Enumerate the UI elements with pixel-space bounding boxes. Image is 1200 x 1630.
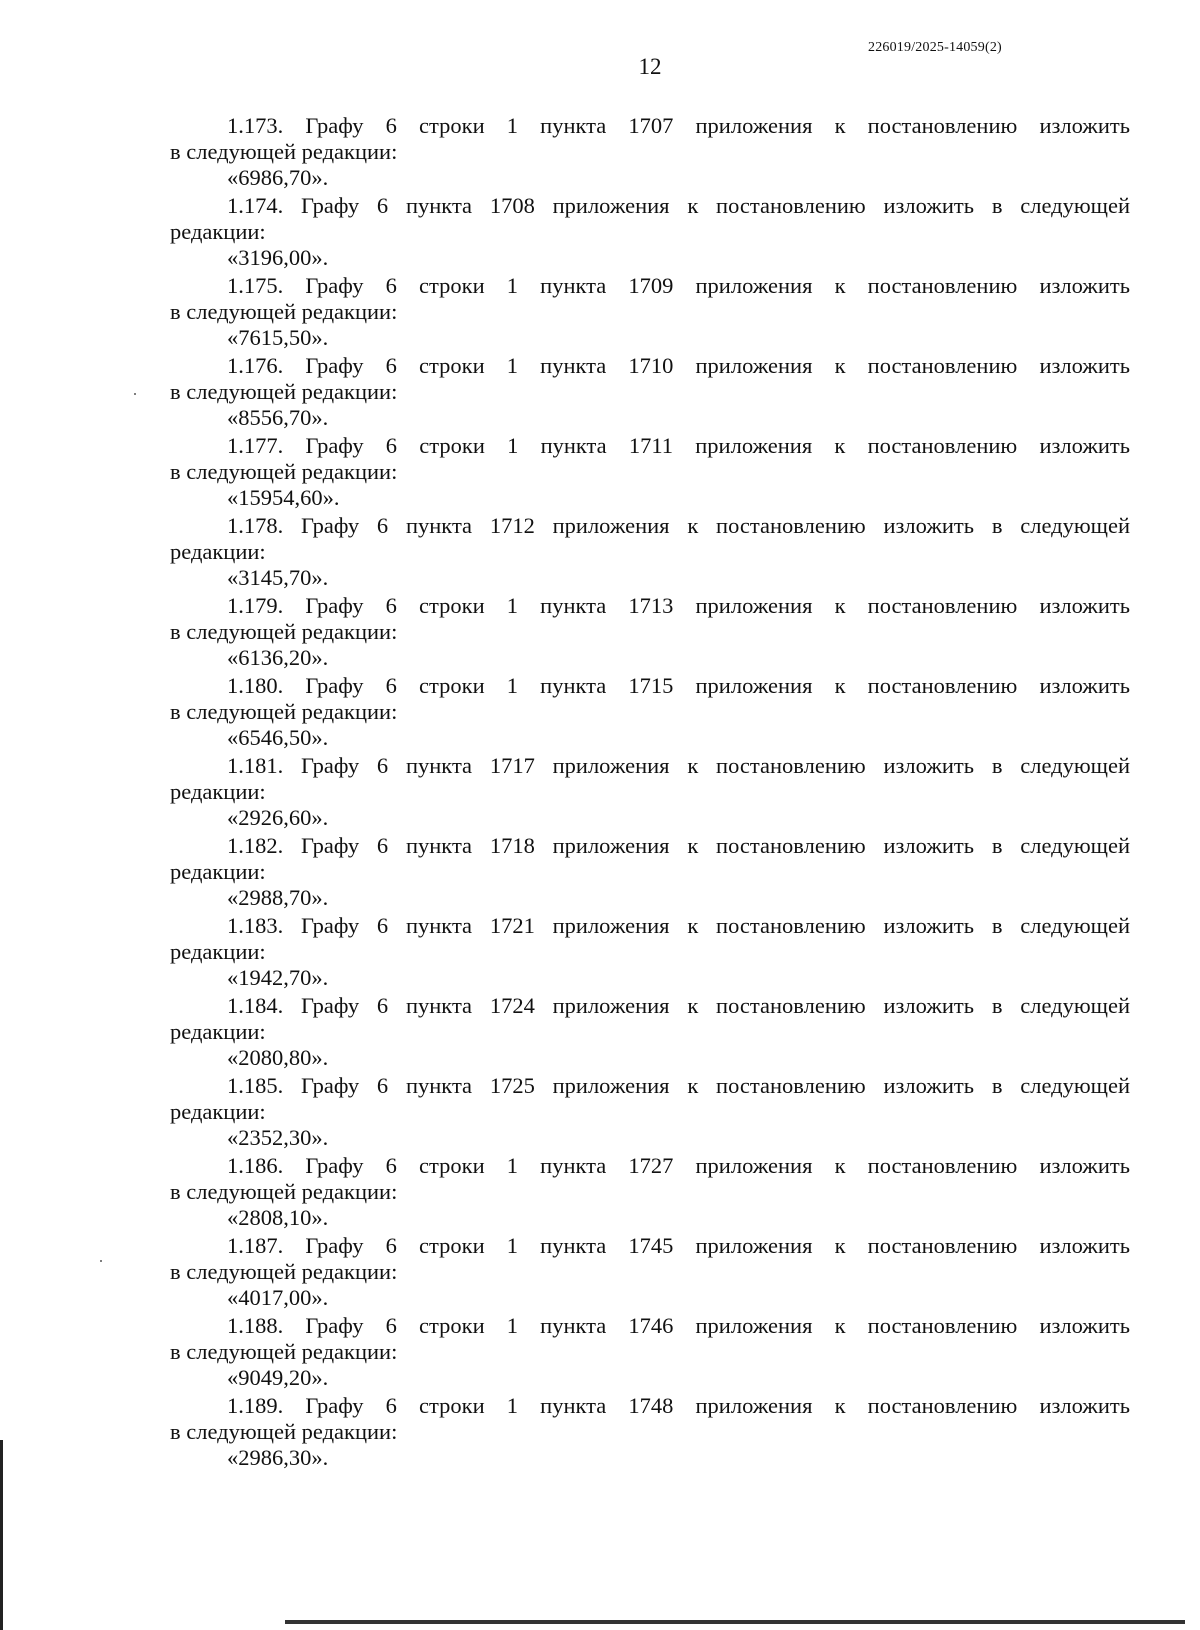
item-1175-line1: 1.175. Графу 6 строки 1 пункта 1709 приложения к постановлению изложить bbox=[227, 273, 1130, 298]
item-1176-line1: 1.176. Графу 6 строки 1 пункта 1710 приложения к постановлению изложить bbox=[227, 353, 1130, 378]
item-1178-value: «3145,70». bbox=[227, 565, 329, 590]
item-1184-line2: редакции: bbox=[170, 1019, 266, 1044]
item-1175-line2: в следующей редакции: bbox=[170, 299, 398, 324]
item-1173-line1: 1.173. Графу 6 строки 1 пункта 1707 приложения к постановлению изложить bbox=[227, 113, 1130, 138]
scan-bottom-edge bbox=[285, 1620, 1185, 1624]
item-1187-value: «4017,00». bbox=[227, 1285, 329, 1310]
item-1181-line2: редакции: bbox=[170, 779, 266, 804]
item-1185-line2: редакции: bbox=[170, 1099, 266, 1124]
item-1175-value: «7615,50». bbox=[227, 325, 329, 350]
scan-speck bbox=[134, 393, 136, 395]
item-1183-line2: редакции: bbox=[170, 939, 266, 964]
item-1180-line2: в следующей редакции: bbox=[170, 699, 398, 724]
item-1187-line2: в следующей редакции: bbox=[170, 1259, 398, 1284]
item-1189-line1: 1.189. Графу 6 строки 1 пункта 1748 приложения к постановлению изложить bbox=[227, 1393, 1130, 1418]
item-1174-line2: редакции: bbox=[170, 219, 266, 244]
item-1181-value: «2926,60». bbox=[227, 805, 329, 830]
scan-edge-mark bbox=[0, 1440, 3, 1630]
item-1189-line2: в следующей редакции: bbox=[170, 1419, 398, 1444]
item-1182-value: «2988,70». bbox=[227, 885, 329, 910]
item-1174-line1: 1.174. Графу 6 пункта 1708 приложения к постановлению изложить в следующей bbox=[227, 193, 1130, 218]
item-1188-line2: в следующей редакции: bbox=[170, 1339, 398, 1364]
item-1185-value: «2352,30». bbox=[227, 1125, 329, 1150]
item-1177-line2: в следующей редакции: bbox=[170, 459, 398, 484]
item-1188-value: «9049,20». bbox=[227, 1365, 329, 1390]
item-1177-line1: 1.177. Графу 6 строки 1 пункта 1711 приложения к постановлению изложить bbox=[227, 433, 1130, 458]
item-1173-line2: в следующей редакции: bbox=[170, 139, 398, 164]
registration-number: 226019/2025-14059(2) bbox=[868, 40, 1002, 55]
item-1189-value: «2986,30». bbox=[227, 1445, 329, 1470]
item-1183-value: «1942,70». bbox=[227, 965, 329, 990]
item-1173-value: «6986,70». bbox=[227, 165, 329, 190]
item-1179-line1: 1.179. Графу 6 строки 1 пункта 1713 приложения к постановлению изложить bbox=[227, 593, 1130, 618]
item-1186-line2: в следующей редакции: bbox=[170, 1179, 398, 1204]
item-1178-line2: редакции: bbox=[170, 539, 266, 564]
item-1182-line2: редакции: bbox=[170, 859, 266, 884]
page-number: 12 bbox=[638, 54, 662, 79]
item-1188-line1: 1.188. Графу 6 строки 1 пункта 1746 приложения к постановлению изложить bbox=[227, 1313, 1130, 1338]
item-1184-value: «2080,80». bbox=[227, 1045, 329, 1070]
item-1184-line1: 1.184. Графу 6 пункта 1724 приложения к постановлению изложить в следующей bbox=[227, 993, 1130, 1018]
item-1182-line1: 1.182. Графу 6 пункта 1718 приложения к постановлению изложить в следующей bbox=[227, 833, 1130, 858]
item-1179-value: «6136,20». bbox=[227, 645, 329, 670]
scan-speck bbox=[100, 1260, 102, 1262]
item-1183-line1: 1.183. Графу 6 пункта 1721 приложения к постановлению изложить в следующей bbox=[227, 913, 1130, 938]
item-1187-line1: 1.187. Графу 6 строки 1 пункта 1745 приложения к постановлению изложить bbox=[227, 1233, 1130, 1258]
item-1180-line1: 1.180. Графу 6 строки 1 пункта 1715 приложения к постановлению изложить bbox=[227, 673, 1130, 698]
item-1176-line2: в следующей редакции: bbox=[170, 379, 398, 404]
item-1179-line2: в следующей редакции: bbox=[170, 619, 398, 644]
item-1174-value: «3196,00». bbox=[227, 245, 329, 270]
item-1185-line1: 1.185. Графу 6 пункта 1725 приложения к постановлению изложить в следующей bbox=[227, 1073, 1130, 1098]
item-1177-value: «15954,60». bbox=[227, 485, 340, 510]
item-1178-line1: 1.178. Графу 6 пункта 1712 приложения к постановлению изложить в следующей bbox=[227, 513, 1130, 538]
item-1176-value: «8556,70». bbox=[227, 405, 329, 430]
item-1181-line1: 1.181. Графу 6 пункта 1717 приложения к постановлению изложить в следующей bbox=[227, 753, 1130, 778]
item-1186-line1: 1.186. Графу 6 строки 1 пункта 1727 приложения к постановлению изложить bbox=[227, 1153, 1130, 1178]
item-1180-value: «6546,50». bbox=[227, 725, 329, 750]
item-1186-value: «2808,10». bbox=[227, 1205, 329, 1230]
